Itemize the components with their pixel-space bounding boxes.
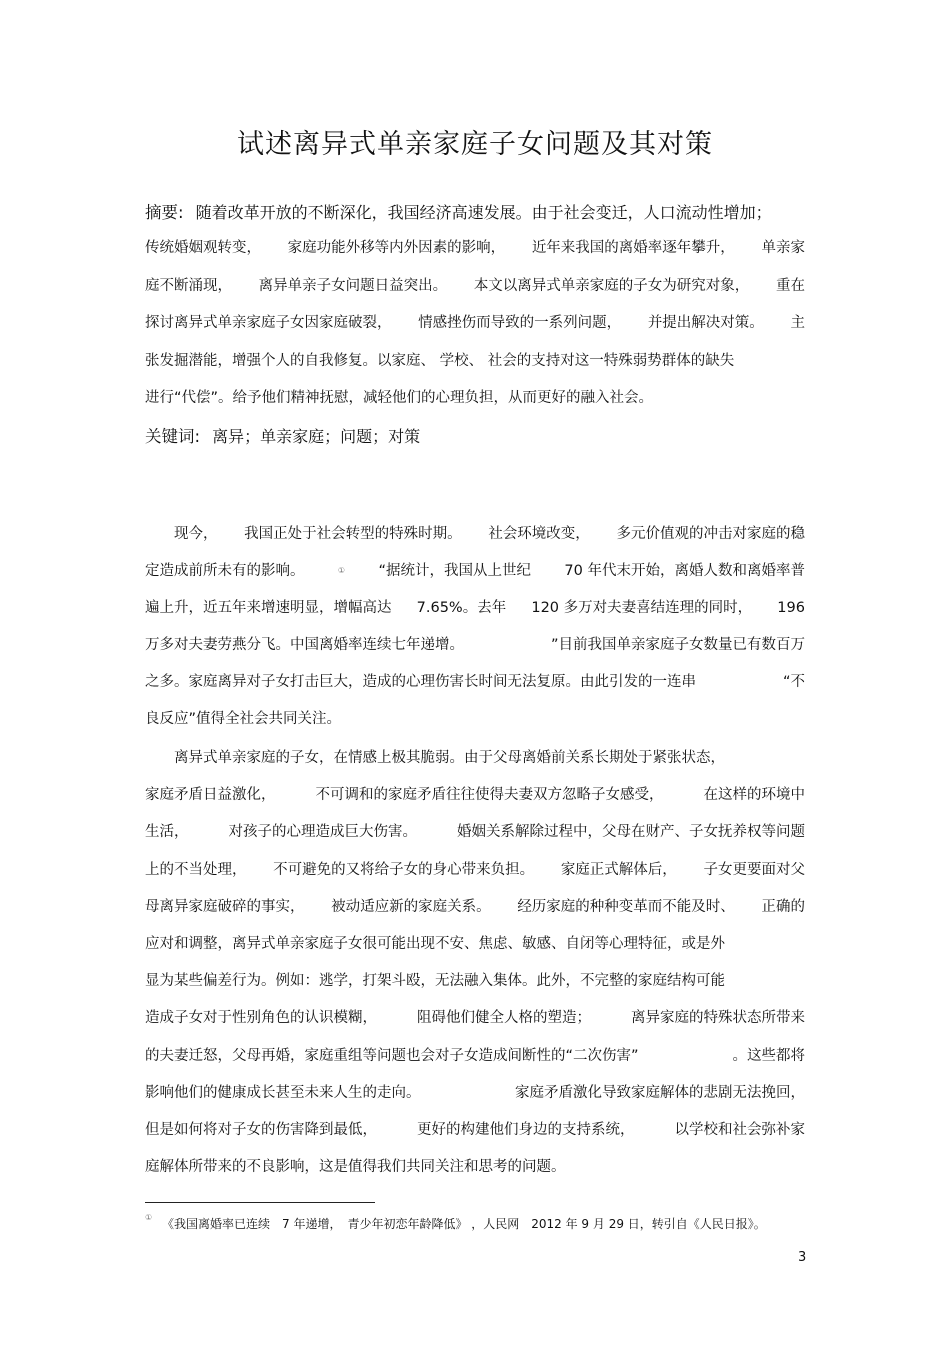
paragraph-1-line [145,635,805,655]
paragraph-2-line [145,748,725,768]
abstract-line [145,388,653,408]
abstract-text: 随着改革开放的不断深化，我国经济高速发展。由于社会变迁，人口流动性增加； [195,203,772,222]
abstract-line [145,351,734,371]
keywords-line [145,427,420,447]
abstract-segment: 近年来我国的离婚率逐年攀升， [531,240,735,256]
paragraph-1-segment: 7.65%。去年 [416,600,507,616]
abstract-segment: 张发掘潜能，增强个人的自我修复。 [145,352,377,369]
paragraph-2-line [145,1046,805,1066]
paragraph-2-line [145,1008,805,1028]
abstract-segment: 单亲家 [761,240,805,256]
paragraph-2-line [145,785,805,805]
paragraph-2-line [145,860,805,880]
paragraph-1-segment: 万多对夫妻劳燕分飞。中国离婚率连续七年递增。 [145,637,464,653]
paragraph-2-segment: 影响他们的健康成长甚至未来人生的走向。 [145,1084,421,1101]
abstract-segment: 家庭功能外移等内外因素的影响， [287,240,506,256]
abstract-line [145,238,805,258]
paragraph-2-segment: 。这些都将 [732,1047,805,1064]
paragraph-1-segment: 遍上升，近五年来增速明显，增幅高达 [145,600,392,616]
footnote-marker: ① [145,1213,153,1222]
page-number: 3 [798,1250,807,1265]
paragraph-1-segment: 我国正处于社会转型的特殊时期。 [244,526,462,542]
paragraph-2-segment: 更好的构建他们身边的支持系统， [417,1122,635,1138]
keywords-label: 关键词: [145,427,201,446]
abstract-segment: 进行“代偿”。给予他们精神抚慰，减轻他们的心理负担，从而更好的融入社会。 [145,390,654,406]
paragraph-1-segment: “据统计，我国从上世纪 [378,563,531,579]
abstract-segment: 离异单亲子女问题日益突出。 [258,277,448,294]
paragraph-2-line [145,1157,566,1177]
paragraph-2-segment: 被动适应新的家庭关系。 [331,898,491,915]
abstract-segment: 主 [790,315,805,331]
paragraph-1-segment: 现今， [145,526,218,542]
paragraph-1-segment: 多元价值观的冲击对家庭的稳 [616,526,805,542]
abstract-label: 摘要: [145,203,184,222]
paragraph-2-segment: 离异家庭的特殊状态所带来 [631,1010,805,1027]
paragraph-2-segment: 显为某些偏差行为。例如：逃学，打架斗殴，无法融入集体。此外，不完整的家庭结构可能 [145,973,725,990]
paragraph-2-segment: 造成子女对于性别角色的认识模糊， [145,1010,377,1027]
paragraph-2-segment: 经历家庭的种种变革而不能及时、 [517,898,735,915]
paragraph-1-line [145,524,805,544]
page-title: 试述离异式单亲家庭子女问题及其对策 [237,129,713,160]
abstract-segment: 情感挫伤而导致的一系列问题， [418,315,622,331]
abstract-segment: 庭不断涌现， [145,277,232,294]
paragraph-2-segment: 不可调和的家庭矛盾往往使得夫妻双方忽略子女感受， [315,787,664,804]
paragraph-1-segment: ”目前我国单亲家庭子女数量已有数百万 [550,637,805,653]
paragraph-2-line [145,1120,805,1140]
abstract-line [145,276,805,296]
paragraph-2-segment: 的夫妻迁怒，父母再婚，家庭重组等问题也会对子女造成间断性的“二次伤害” [145,1047,639,1064]
paragraph-2-line [145,1083,805,1103]
paragraph-2-segment: 对孩子的心理造成巨大伤害。 [228,824,417,841]
paragraph-2-segment: 离异式单亲家庭的子女，在情感上极其脆弱。由于父母离婚前关系长期处于紧张状态， [145,750,725,766]
footnote-text: 《我国离婚率已连续 7 年递增， 青少年初恋年龄降低》 ，人民网 2012 年 9 月 29 日，转引自《人民日报》。 [162,1217,766,1231]
paragraph-2-line [145,897,805,917]
paragraph-1-segment: 良反应”值得全社会共同关注。 [145,711,342,727]
paragraph-2-segment: 在这样的环境中 [703,787,805,804]
footnote-divider [145,1202,375,1203]
paragraph-1-line [145,709,341,729]
paragraph-2-segment: 母离异家庭破碎的事实， [145,898,305,915]
paragraph-2-segment: 不可避免的又将给子女的身心带来负担。 [273,861,535,878]
paragraph-2-segment: 子女更要面对父 [703,861,805,878]
abstract-segment: 本文以离异式单亲家庭的子女为研究对象， [473,277,750,294]
paragraph-1-line [145,598,805,618]
paragraph-1-segment: 120 多万对夫妻喜结连理的同时， [531,600,753,616]
paragraph-2-segment: 上的不当处理， [145,861,247,878]
abstract-segment: 并提出解决对策。 [647,315,764,331]
keywords-text: 离异；单亲家庭；问题；对策 [212,427,421,446]
abstract-segment: 传统婚姻观转变， [145,240,261,256]
paragraph-2-segment: 家庭正式解体后， [560,861,677,878]
abstract-segment: 探讨离异式单亲家庭子女因家庭破裂， [145,315,392,331]
paragraph-2-segment: 家庭矛盾激化导致家庭解体的悲剧无法挽回， [515,1084,805,1101]
footnote [145,1213,766,1232]
paragraph-2-segment: 婚姻关系解除过程中，父母在财产、子女抚养权等问题 [457,824,805,841]
paragraph-1-line [145,672,805,692]
footnote-ref: ① [337,566,346,575]
paragraph-1-segment: 70 年代末开始，离婚人数和离婚率普 [564,563,805,579]
paragraph-2-segment: 但是如何将对子女的伤害降到最低， [145,1122,377,1138]
paragraph-1-segment: 社会环境改变， [488,526,590,542]
abstract-segment: 以家庭、 学校、 社会的支持对这一特殊弱势群体的缺失 [377,352,735,369]
paragraph-2-segment: 庭解体所带来的不良影响，这是值得我们共同关注和思考的问题。 [145,1159,566,1176]
paragraph-2-segment: 正确的 [761,898,805,915]
paragraph-2-segment: 家庭矛盾日益激化， [145,787,276,804]
paragraph-1-segment: 之多。家庭离异对子女打击巨大，造成的心理伤害长时间无法复原。由此引发的一连串 [145,674,696,690]
paragraph-2-line [145,822,805,842]
paragraph-1-segment: 196 [777,600,805,616]
paragraph-2-line [145,934,725,954]
paragraph-2-segment: 阻碍他们健全人格的塑造； [417,1010,591,1027]
paragraph-1-segment: “不 [782,674,805,690]
paragraph-1-segment: 定造成前所未有的影响。 [145,563,305,579]
paragraph-2-segment: 以学校和社会弥补家 [674,1122,805,1138]
paragraph-1-line [145,561,805,581]
abstract-first-line [145,203,772,223]
paragraph-2-line [145,971,725,991]
abstract-line [145,313,805,333]
paragraph-2-segment: 应对和调整，离异式单亲家庭子女很可能出现不安、焦虑、敏感、自闭等心理特征，或是外 [145,936,725,952]
paragraph-2-segment: 生活， [145,824,189,841]
abstract-segment: 重在 [775,277,805,294]
